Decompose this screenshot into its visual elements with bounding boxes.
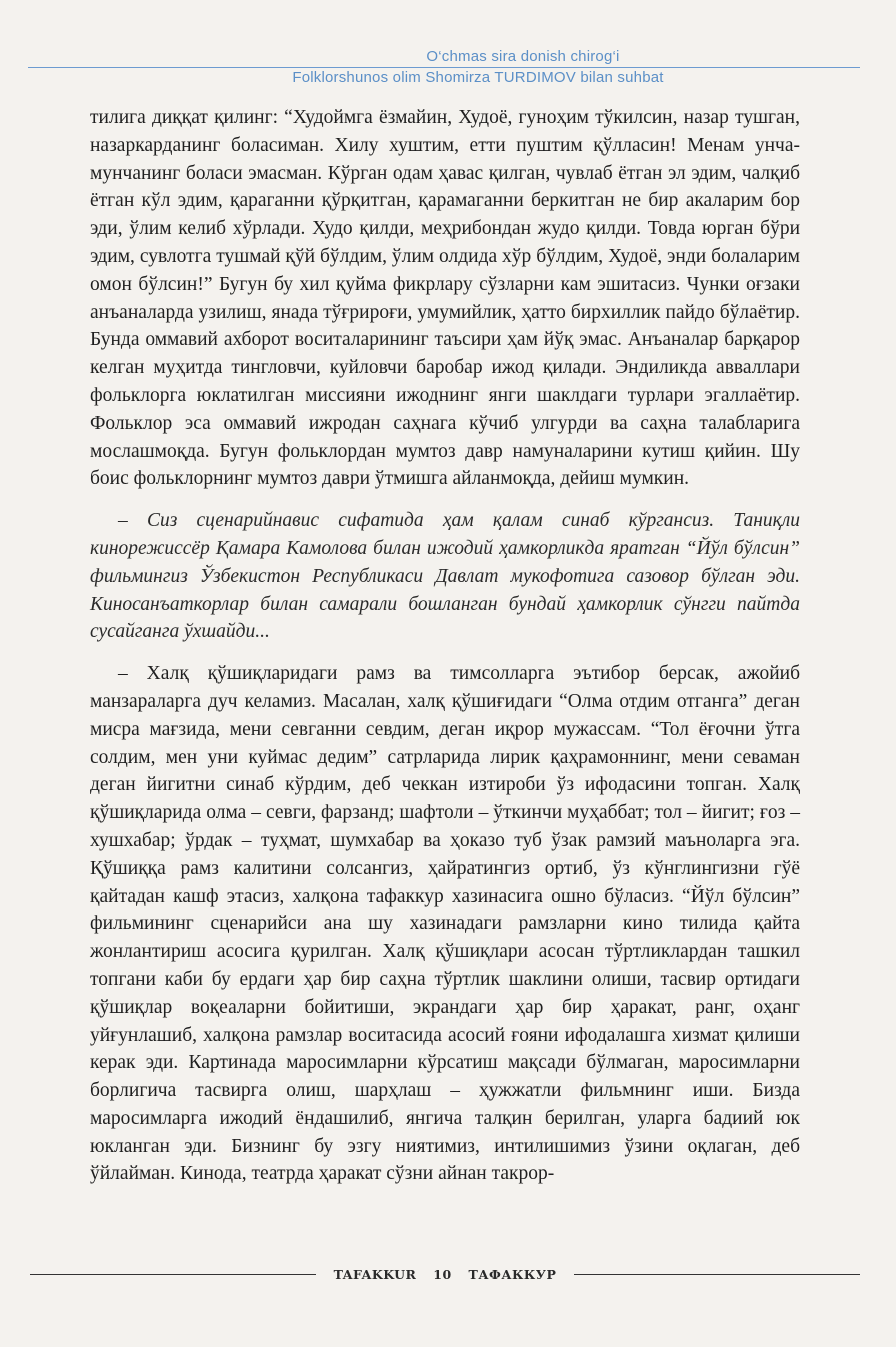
interview-question: – Сиз сценарийнавис сифатида ҳам қалам синаб кўргансиз. Таниқли кинорежиссёр Қамара Камолова билан ижодий ҳамкорликда яратган “Йўл бўлсин” фильмингиз Ўзбекистон Республикаси Давлат мукофотига сазовор бўлган эди. Киносанъаткорлар билан самарали бошланган бундай ҳамкорлик сўнгги пайтда сусайганга ўхшайди... <box>90 510 800 643</box>
page-footer <box>30 1264 860 1284</box>
footer-rule-right <box>574 1274 860 1275</box>
paragraph-continuation: тилига диққат қилинг: “Худоймга ёзмайин, Худоё, гуноҳим тўкилсин, назар тушган, назаркарданинг боласиман. Хилу хуштим, етти пуштим қўлласин! Менам унча-мунчанинг боласи эмасман. Кўрган одам ҳавас қилган, чувлаб ётган эл эдим, чалқиб ётган кўл эдим, қараганни қўрқитган, қарамаганни беркитган не бир акаларим бор эди, ўлим келиб хўрлади. Худо қилди, меҳрибондан жудо қилди. Товда юрган бўри эдим, сувлотга тушмай қўй бўлдим, ўлим олдида хўр бўлдим, Худоё, энди болаларим омон бўлсин!” Бугун бу хил қуйма фикрлару сўзларни кам эшитасиз. Чунки оғзаки анъаналарда узилиш, янада тўғрироғи, умумийлик, ҳатто бирхиллик пайдо бўлаётир. Бунда оммавий ахборот воситаларининг таъсири ҳам йўқ эмас. Анъаналар барқарор келган муҳитда тингловчи, куйловчи баробар ижод қилади. Эндиликда авваллари фольклорга юклатилган миссияни ижоднинг янги шаклдаги турлари эгаллаётир. Фольклор эса оммавий ижродан саҳнага кўчиб улгурди ва саҳна талабларига мослашмоқда. Бугун фольклордан мумтоз давр намуналарини кутиш қийин. Шу боис фольклорнинг мумтоз даври ўтмишга айланмоқда, дейиш мумкин. <box>90 107 800 490</box>
running-header-subtitle: Folklorshunos olim Shomirza TURDIMOV bilan suhbat <box>292 69 664 86</box>
article-body <box>90 104 800 1202</box>
page-number: 10 <box>433 1266 452 1282</box>
footer-label <box>316 1267 575 1282</box>
footer-magazine-latin: TAFAKKUR <box>333 1266 417 1282</box>
running-header-title: O‘chmas sira donish chirog‘i <box>426 48 620 65</box>
interview-answer: – Халқ қўшиқларидаги рамз ва тимсолларга эътибор берсак, ажойиб манзараларга дуч келамиз. Масалан, халқ қўшиғидаги “Олма отдим отганга” деган мисра мағзида, мени севганни севдим, деган иқрор мужассам. “Тол ёғочни ўтга солдим, мен уни куймас дедим” сатрларида лирик қаҳрамоннинг, мени севаман деган йигитни синаб кўрдим, деб чеккан изтироби ўз ифодасини топган. Халқ қўшиқларида олма – севги, фарзанд; шафтоли – ўткинчи муҳаббат; тол – йигит; ғоз – хушхабар; ўрдак – туҳмат, шумхабар ва ҳоказо туб ўзак рамзий маъноларга эга. Қўшиққа рамз калитини солсангиз, ҳайратингиз ортиб, ўз кўнглингизни гўё қайтадан кашф этасиз, халқона тафаккур хазинасига ошно бўласиз. “Йўл бўлсин” фильмининг сценарийси ана шу хазинадаги рамзларни кино тилида қайта жонлантириш асосига қурилган. Халқ қўшиқлари асосан тўртликлардан ташкил топгани каби бу ердаги ҳар бир саҳна тўртлик шаклини олиши, тасвир ортидаги қўшиқлар воқеаларни бойитиши, экрандаги ҳар бир ҳаракат, ранг, оҳанг уйғунлашиб, халқона рамзлар воситасида асосий ғояни ифодалашга хизмат қилиши керак эди. Картинада маросимларни кўрсатиш мақсади бўлмаган, маросимларни борлигича тасвирга олиш, шарҳлаш – ҳужжатли фильмнинг иши. Бизда маросимларга ижодий ёндашилиб, янгича талқин берилган, уларга бадиий юк юкланган эди. Бизнинг бу эзгу ниятимиз, интилишимиз ўзини оқлаган, деб ўйлайман. Кинода, театрда ҳаракат сўзни айнан такрор- <box>90 663 800 1185</box>
footer-magazine-cyrillic: ТАФАККУР <box>468 1266 557 1282</box>
header-divider <box>28 67 860 68</box>
footer-rule-left <box>30 1274 316 1275</box>
